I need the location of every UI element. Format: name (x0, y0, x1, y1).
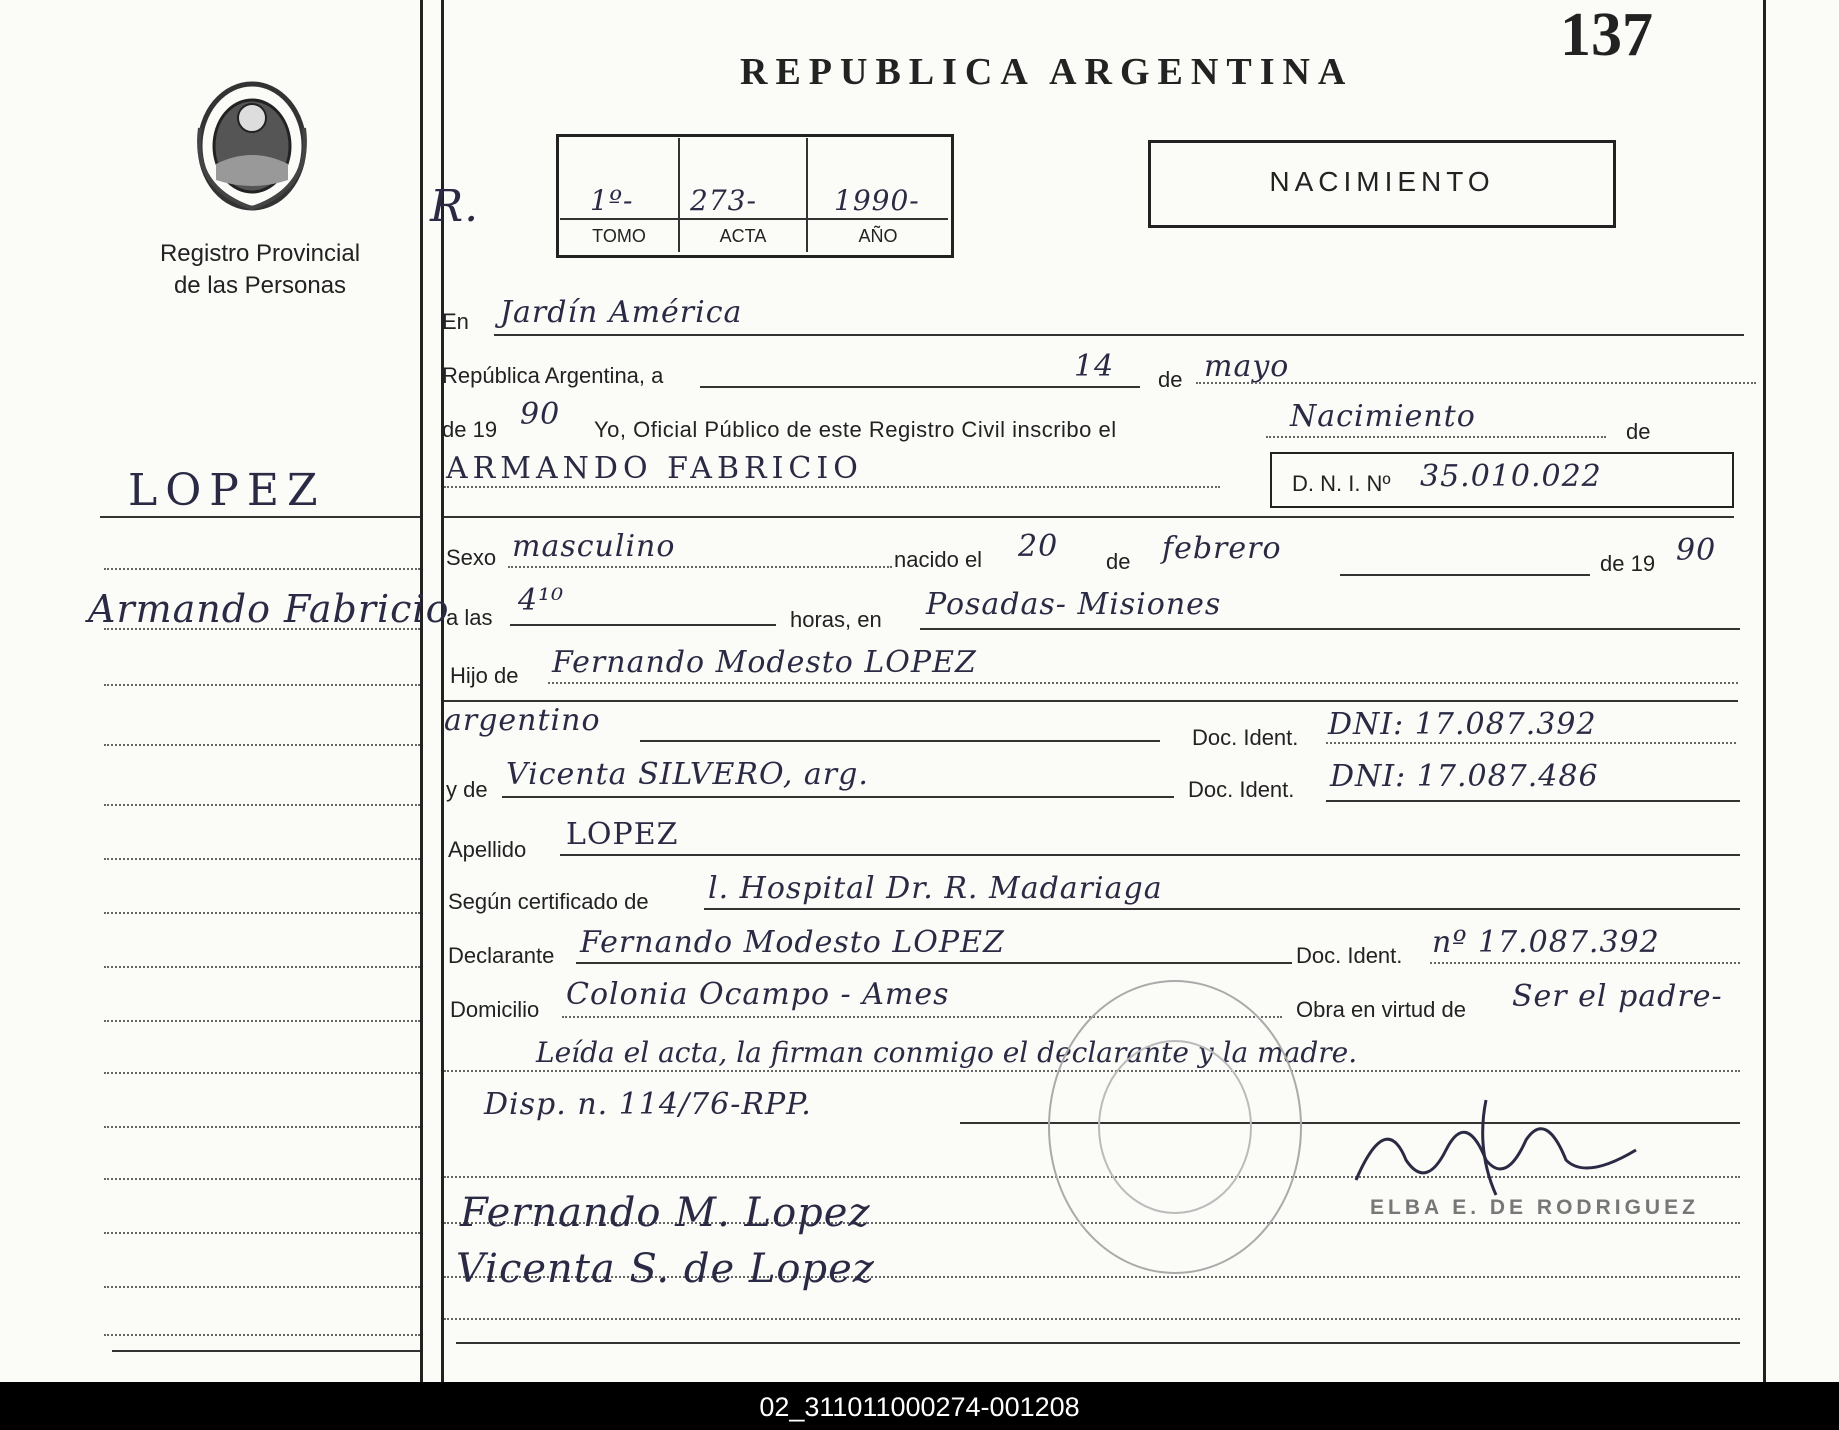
father-underline (444, 700, 1738, 702)
registration-place: Jardín América (500, 295, 743, 330)
margin-rule (104, 1072, 420, 1074)
right-form-border (1763, 0, 1766, 1382)
hours-label: horas, en (790, 607, 882, 632)
margin-rule (104, 684, 420, 686)
officer-stamp: ELBA E. DE RODRIGUEZ (1370, 1196, 1699, 1219)
birth-year-label: de 19 (1600, 551, 1656, 576)
surname-rule (560, 854, 1740, 856)
margin-rule (104, 744, 420, 746)
registration-month: mayo (1204, 349, 1290, 384)
obra-value: Ser el padre- (1512, 979, 1723, 1014)
domicile-label: Domicilio (450, 997, 540, 1022)
registry-stamp-inner (1098, 1040, 1252, 1214)
act-value: 273- (690, 184, 757, 217)
mother-doc: DNI: 17.087.486 (1330, 759, 1599, 794)
dni-number: 35.010.022 (1420, 459, 1602, 494)
left-column-divider (420, 0, 423, 1382)
birth-place-rule (920, 628, 1740, 630)
margin-rule (104, 1334, 420, 1336)
bottom-rule (456, 1342, 1740, 1344)
margin-rule (104, 1126, 420, 1128)
father-name: Fernando Modesto LOPEZ (552, 645, 977, 680)
declarant-doc-rule (1430, 962, 1740, 964)
born-label: nacido el (894, 547, 983, 572)
domicile-value: Colonia Ocampo - Ames (566, 977, 950, 1012)
republic-label: República Argentina, a (442, 363, 664, 388)
surname-label: Apellido (448, 837, 527, 862)
declarant-name: Fernando Modesto LOPEZ (580, 925, 1005, 960)
section-rule (444, 516, 1734, 518)
margin-rule (104, 804, 420, 806)
declarant-rule (576, 962, 1292, 964)
month-rule (1196, 382, 1756, 384)
mother-signature: Vicenta S. de Lopez (456, 1246, 875, 1292)
birth-hour-rule (510, 624, 776, 626)
volume-value: 1º- (590, 184, 634, 217)
father-label: Hijo de (450, 663, 519, 688)
surname-value: LOPEZ (566, 817, 679, 852)
name-rule (444, 486, 1220, 488)
mother-label: y de (446, 777, 488, 802)
mother-rule (502, 796, 1174, 798)
registry-line-2: de las Personas (173, 272, 347, 299)
day-rule (700, 386, 1140, 388)
margin-rule (104, 912, 420, 914)
act-kind-rule (1266, 436, 1606, 438)
margin-surname: LOPEZ (128, 465, 326, 516)
birth-month-rule (1340, 574, 1590, 576)
certificate-rule (704, 908, 1740, 910)
mother-name: Vicenta SILVERO, arg. (506, 757, 869, 792)
registration-day: 14 (1074, 349, 1115, 384)
act-kind: Nacimiento (1290, 399, 1476, 434)
of-label: de (1626, 419, 1651, 444)
year-value: 1990- (834, 184, 920, 217)
officer-statement: Yo, Oficial Público de este Registro Civil inscribo el (594, 417, 1117, 442)
margin-rule (104, 628, 420, 630)
margin-rule (104, 858, 420, 860)
sex-value: masculino (512, 529, 676, 564)
registrant-name: ARMANDO FABRICIO (446, 451, 863, 486)
mother-doc-label: Doc. Ident. (1188, 777, 1295, 802)
dni-label: D. N. I. Nº (1292, 471, 1391, 496)
registry-name (120, 238, 400, 302)
nationality-rule (640, 740, 1160, 742)
year-label: de 19 (442, 417, 498, 442)
sex-rule (508, 566, 892, 568)
registry-line-1: Registro Provincial (159, 240, 361, 267)
sex-label: Sexo (446, 545, 497, 570)
birth-year: 90 (1676, 533, 1717, 568)
father-doc-label: Doc. Ident. (1192, 725, 1299, 750)
margin-rule (104, 1178, 420, 1180)
officer-signature-scribble (1346, 1090, 1646, 1200)
folio-number: 137 (1560, 1, 1653, 69)
month-of-label: de (1158, 367, 1183, 392)
birth-day: 20 (1018, 529, 1059, 564)
birth-month: febrero (1162, 531, 1282, 566)
margin-rule (104, 1232, 420, 1234)
margin-rule (104, 966, 420, 968)
certificate-value: l. Hospital Dr. R. Madariaga (708, 871, 1163, 906)
note-line-2: Disp. n. 114/76-RPP. (484, 1087, 812, 1122)
declarant-label: Declarante (448, 943, 555, 968)
birth-month-of-label: de (1106, 549, 1131, 574)
place-label: En (442, 309, 469, 334)
obra-label: Obra en virtud de (1296, 997, 1466, 1022)
image-id-label: 02_311011000274-001208 (759, 1392, 1080, 1422)
footer-bar (0, 1382, 1839, 1430)
declarant-doc-label: Doc. Ident. (1296, 943, 1403, 968)
margin-given-names: Armando Fabricio (88, 587, 450, 631)
note-line-1: Leída el acta, la firman conmigo el declarante y la madre. (536, 1036, 1358, 1069)
year-label: AÑO (858, 226, 898, 246)
margin-rule (104, 1286, 420, 1288)
registration-year: 90 (520, 397, 561, 432)
blank-rule (444, 1318, 1740, 1320)
margin-surname-rule (100, 516, 420, 518)
declarant-doc: nº 17.087.392 (1432, 925, 1660, 960)
place-rule (494, 334, 1744, 336)
misiones-seal-logo (186, 68, 318, 216)
record-box-underline (560, 218, 948, 220)
birth-place: Posadas- Misiones (926, 587, 1222, 622)
margin-rule (104, 1020, 420, 1022)
record-type-label: NACIMIENTO (1269, 166, 1495, 197)
margin-rule (104, 568, 420, 570)
volume-label: TOMO (592, 226, 646, 246)
country-title: REPUBLICA ARGENTINA (740, 51, 1354, 93)
declarant-signature: Fernando M. Lopez (460, 1190, 871, 1236)
father-doc-rule (1326, 742, 1736, 744)
birth-hour-label: a las (446, 605, 493, 630)
act-label: ACTA (719, 226, 767, 246)
father-doc: DNI: 17.087.392 (1328, 707, 1597, 742)
mother-doc-rule (1326, 800, 1740, 802)
margin-mark: R. (430, 181, 480, 232)
margin-bottom-rule (112, 1350, 420, 1352)
father-nationality: argentino (444, 703, 601, 738)
birth-hour: 4¹⁰ (518, 583, 565, 618)
certificate-label: Según certificado de (448, 889, 649, 914)
father-rule (548, 682, 1738, 684)
